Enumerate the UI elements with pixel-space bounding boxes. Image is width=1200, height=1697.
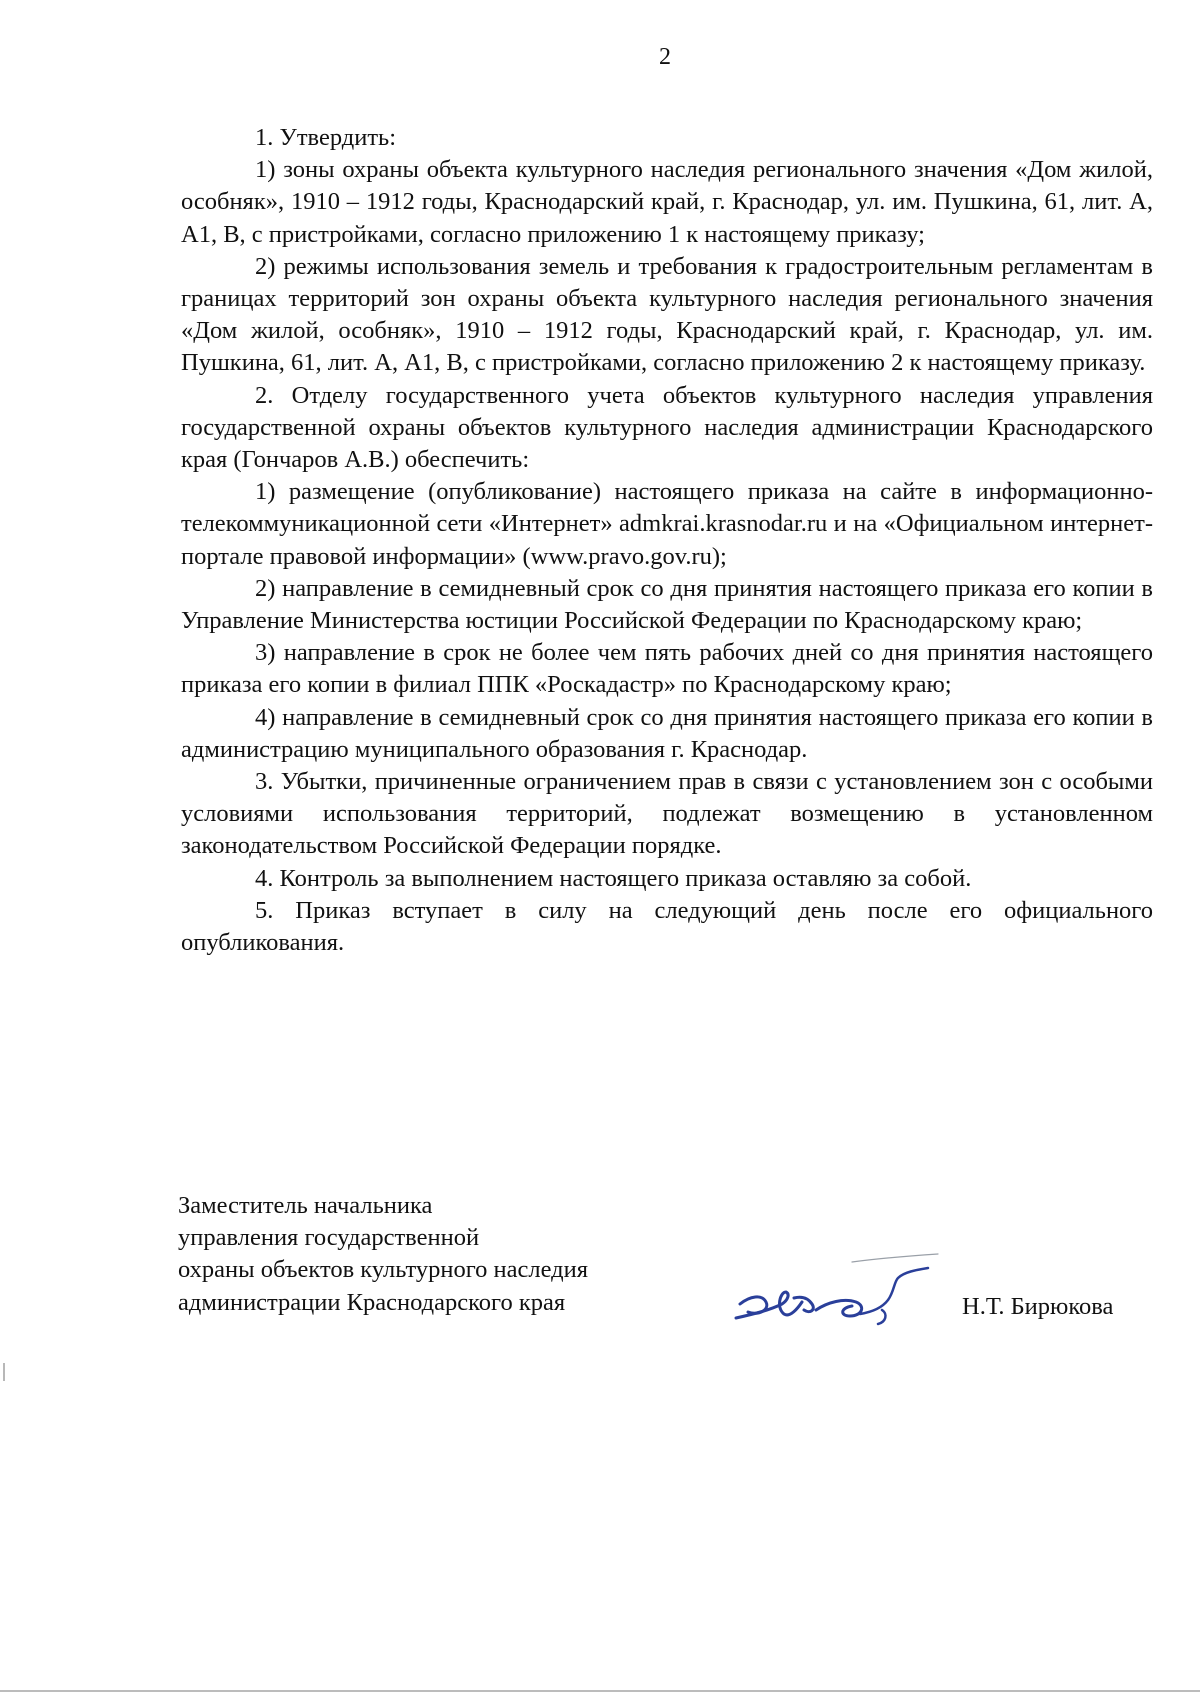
handwritten-signature [732, 1252, 942, 1342]
scan-artifact-bottom [0, 1690, 1200, 1692]
document-body [181, 122, 1153, 959]
signer-position-line: администрации Краснодарского края [178, 1288, 566, 1316]
paragraph-assignment-item-2: 2) направление в семидневный срок со дня принятия настоящего приказа его копии в Управление Министерства юстиции Российской Федерации по Краснодарскому краю; [181, 574, 1153, 635]
paragraph-approve-item-2: 2) режимы использования земель и требования к градостроительным регламентам в границах территорий зон охраны объекта культурного наследия регионального значения «Дом жилой, особняк», 1910 – 1912 годы, Краснодарский край, г. Краснодар, ул. им. Пушкина, 61, лит. А, А1, В, с пристройками, согласно приложению 2 к настоящему приказу. [181, 252, 1153, 377]
signer-name: Н.Т. Бирюкова [962, 1293, 1114, 1320]
paragraph-assignment-item-1: 1) размещение (опубликование) настоящего приказа на сайте в информационно-телекоммуникационной сети «Интернет» admkrai.krasnodar.ru и на «Официальном интернет-портале правовой информации» (www.pravo.gov.ru); [181, 478, 1153, 570]
paragraph-losses: 3. Убытки, причиненные ограничением прав в связи с установлением зон с особыми условиями использования территорий, подлежат возмещению в установленном законодательством Российской Федерации порядке. [181, 768, 1153, 860]
paragraph-assignment-item-4: 4) направление в семидневный срок со дня принятия настоящего приказа его копии в администрацию муниципального образования г. Краснодар. [181, 703, 1153, 763]
scan-artifact-left [3, 1363, 5, 1381]
paragraph-approve: 1. Утвердить: [255, 124, 397, 151]
paragraph-approve-item-1: 1) зоны охраны объекта культурного наследия регионального значения «Дом жилой, особняк», 1910 – 1912 годы, Краснодарский край, г. Краснодар, ул. им. Пушкина, 61, лит. А, А1, В, с пристройками, согласно приложению 1 к настоящему приказу; [181, 156, 1153, 248]
signer-position-line: управления государственной [178, 1224, 480, 1252]
signer-position [178, 1190, 698, 1319]
paragraph-assignment-item-3: 3) направление в срок не более чем пять рабочих дней со дня принятия настоящего приказа его копии в филиал ППК «Роскадастр» по Краснодарскому краю; [181, 639, 1153, 699]
paragraph-control: 4. Контроль за выполнением настоящего приказа оставляю за собой. [255, 864, 972, 892]
page-number: 2 [659, 44, 671, 70]
signer-position-line: Заместитель начальника [178, 1192, 433, 1219]
signer-position-line: охраны объектов культурного наследия [178, 1256, 589, 1284]
paragraph-effective-date: 5. Приказ вступает в силу на следующий день после его официального опубликования. [181, 896, 1153, 957]
paragraph-department-assignment: 2. Отделу государственного учета объектов культурного наследия управления государственной охраны объектов культурного наследия администрации Краснодарского края (Гончаров А.В.) обеспечить: [181, 381, 1153, 474]
